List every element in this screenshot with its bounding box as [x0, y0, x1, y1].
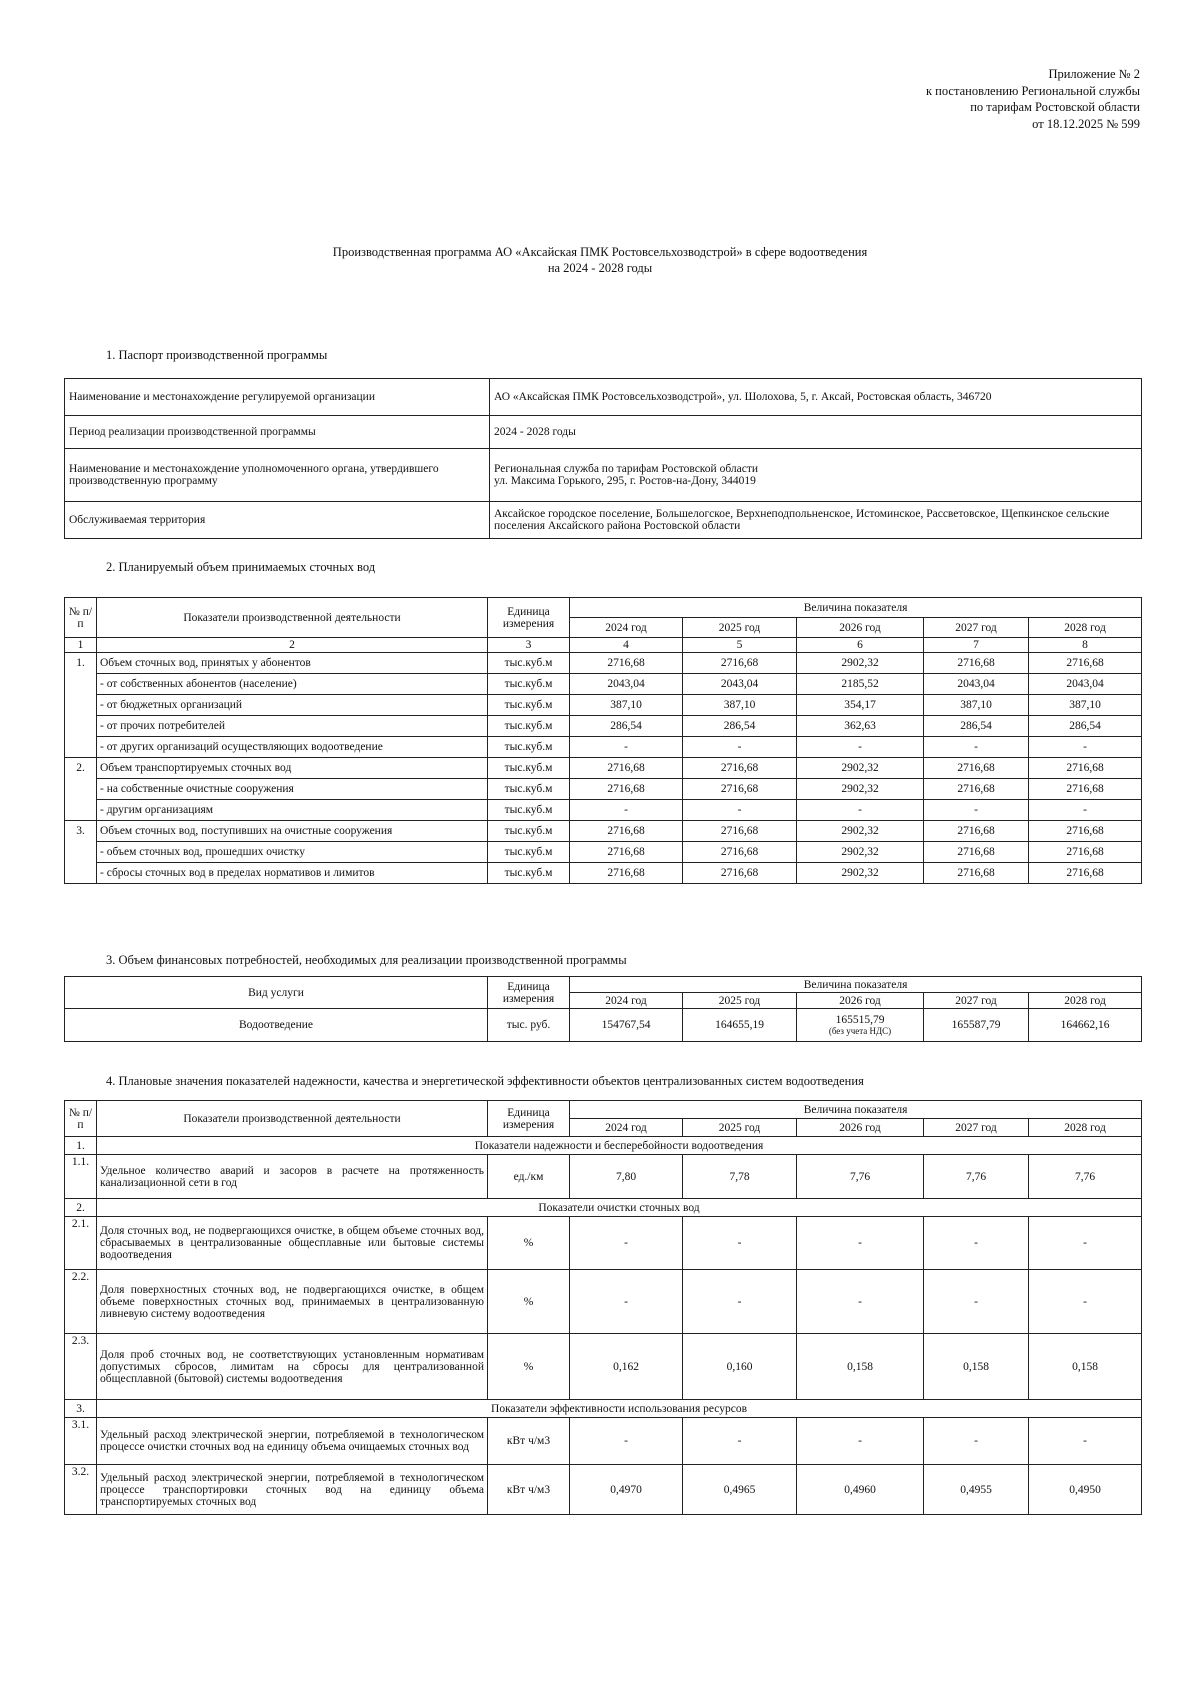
value-cell: - — [797, 800, 924, 821]
header-year: 2028 год — [1029, 993, 1142, 1009]
passport-table — [64, 378, 1142, 539]
value-cell: 2716,68 — [1029, 821, 1142, 842]
header-year: 2024 год — [570, 618, 683, 638]
table-row — [65, 800, 1142, 821]
indicator-name: - от собственных абонентов (население) — [97, 674, 488, 695]
value-cell: 2716,68 — [683, 821, 797, 842]
appendix-line: к постановлению Региональной службы — [925, 83, 1140, 98]
value-cell: - — [797, 1270, 924, 1334]
value-cell: - — [683, 1217, 797, 1270]
indicator-name: Объем сточных вод, поступивших на очистные сооружения — [97, 821, 488, 842]
table-row — [65, 1155, 1142, 1199]
row-number: 1. — [65, 653, 97, 674]
table-row — [65, 379, 1142, 416]
row-number — [65, 716, 97, 737]
value-cell: - — [924, 1217, 1029, 1270]
table-row — [65, 1217, 1142, 1270]
table-row — [65, 695, 1142, 716]
table-header-row — [65, 1101, 1142, 1119]
value-cell: 164662,16 — [1029, 1009, 1142, 1042]
value-cell: 2902,32 — [797, 779, 924, 800]
row-number: 3. — [65, 821, 97, 842]
appendix-line: по тарифам Ростовской области — [970, 100, 1140, 114]
table-row — [65, 716, 1142, 737]
row-number — [65, 674, 97, 695]
section-heading: 2. Планируемый объем принимаемых сточных вод — [106, 560, 376, 574]
group-number: 2. — [65, 1199, 97, 1217]
header-year: 2026 год — [797, 1119, 924, 1137]
indicator-name: Удельное количество аварий и засоров в расчете на протяженность канализационной сети в год — [97, 1155, 488, 1199]
group-row — [65, 1199, 1142, 1217]
table-row — [65, 1465, 1142, 1515]
section-heading: 1. Паспорт производственной программы — [106, 348, 328, 362]
table-row — [65, 863, 1142, 884]
group-row — [65, 1400, 1142, 1418]
value-cell — [797, 1009, 924, 1042]
vat-note: (без учета НДС) — [828, 1026, 892, 1036]
value-cell: 2716,68 — [924, 842, 1029, 863]
header-year: 2024 год — [570, 1119, 683, 1137]
unit-cell: % — [488, 1217, 570, 1270]
row-number: 3.2. — [65, 1465, 97, 1515]
value-cell: 0,162 — [570, 1334, 683, 1400]
value-cell: 286,54 — [924, 716, 1029, 737]
unit-cell: кВт ч/м3 — [488, 1418, 570, 1465]
header-value: Величина показателя — [570, 977, 1142, 993]
value-cell: 2716,68 — [570, 758, 683, 779]
value-cell: - — [570, 737, 683, 758]
value-cell: - — [797, 1418, 924, 1465]
section-heading: 3. Объем финансовых потребностей, необходимых для реализации производственной программы — [106, 953, 627, 967]
unit-cell: тыс.куб.м — [488, 863, 570, 884]
value-cell: 2902,32 — [797, 821, 924, 842]
value-cell: - — [924, 737, 1029, 758]
passport-value — [490, 449, 1142, 502]
indicator-name: - на собственные очистные сооружения — [97, 779, 488, 800]
header-indicator: Показатели производственной деятельности — [97, 1101, 488, 1137]
value-cell: 7,76 — [797, 1155, 924, 1199]
row-number — [65, 779, 97, 800]
value-cell: 286,54 — [683, 716, 797, 737]
column-number: 6 — [797, 638, 924, 653]
value-cell: 0,158 — [924, 1334, 1029, 1400]
indicator-name: - от других организаций осуществляющих водоотведение — [97, 737, 488, 758]
table-row — [65, 842, 1142, 863]
unit-cell: кВт ч/м3 — [488, 1465, 570, 1515]
unit-cell: тыс.куб.м — [488, 758, 570, 779]
value-cell: 0,4960 — [797, 1465, 924, 1515]
value-cell: 354,17 — [797, 695, 924, 716]
group-row — [65, 1137, 1142, 1155]
header-indicator: Показатели производственной деятельности — [97, 598, 488, 638]
value-cell: 286,54 — [570, 716, 683, 737]
value-cell: 2716,68 — [924, 758, 1029, 779]
value-cell: 2716,68 — [924, 653, 1029, 674]
passport-value: Аксайское городское поселение, Большелогское, Верхнеподпольненское, Истоминское, Рассветовское, Щепкинское сельские поселения Аксайского района Ростовской области — [490, 502, 1142, 539]
value-cell: 2716,68 — [683, 758, 797, 779]
value-cell: 2716,68 — [683, 842, 797, 863]
unit-cell: % — [488, 1334, 570, 1400]
unit-cell: % — [488, 1270, 570, 1334]
value-cell: - — [924, 1270, 1029, 1334]
table-row — [65, 1334, 1142, 1400]
appendix-header — [926, 66, 1140, 132]
indicator-name: Доля проб сточных вод, не соответствующих установленным нормативам допустимых сбросов, лимитам на сбросы для централизованной общесплавной (бытовой) системы водоотведения — [97, 1334, 488, 1400]
indicator-name: - другим организациям — [97, 800, 488, 821]
table-row — [65, 653, 1142, 674]
value-cell: 2185,52 — [797, 674, 924, 695]
table-row — [65, 737, 1142, 758]
passport-value-line: ул. Максима Горького, 295, г. Ростов-на-Дону, 344019 — [494, 475, 756, 487]
value-cell: 387,10 — [683, 695, 797, 716]
indicator-name: - объем сточных вод, прошедших очистку — [97, 842, 488, 863]
unit-cell: тыс.куб.м — [488, 821, 570, 842]
header-year: 2026 год — [797, 993, 924, 1009]
table-header-row — [65, 977, 1142, 993]
table-row — [65, 821, 1142, 842]
header-num: № п/п — [65, 598, 97, 638]
group-title: Показатели очистки сточных вод — [97, 1199, 1142, 1217]
row-number — [65, 863, 97, 884]
header-unit: Единица измерения — [488, 977, 570, 1009]
header-year: 2027 год — [924, 993, 1029, 1009]
group-number: 1. — [65, 1137, 97, 1155]
appendix-line: Приложение № 2 — [1048, 67, 1140, 81]
reliability-indicators-table — [64, 1100, 1142, 1515]
value-cell: 387,10 — [1029, 695, 1142, 716]
service-name: Водоотведение — [65, 1009, 488, 1042]
row-number — [65, 800, 97, 821]
passport-label: Обслуживаемая территория — [65, 502, 490, 539]
indicator-name: Удельный расход электрической энергии, потребляемой в технологическом процессе транспортировки сточных вод на единицу объема транспортируемых сточных вод — [97, 1465, 488, 1515]
table-header-row — [65, 598, 1142, 618]
value-cell: 2716,68 — [570, 863, 683, 884]
indicator-name: Объем транспортируемых сточных вод — [97, 758, 488, 779]
row-number: 3.1. — [65, 1418, 97, 1465]
unit-cell: тыс.куб.м — [488, 842, 570, 863]
value-cell: 2716,68 — [683, 779, 797, 800]
indicator-name: Удельный расход электрической энергии, потребляемой в технологическом процессе очистки сточных вод на единицу объема очищаемых сточных вод — [97, 1418, 488, 1465]
value-cell: 7,76 — [924, 1155, 1029, 1199]
header-unit: Единица измерения — [488, 598, 570, 638]
value-cell: 7,76 — [1029, 1155, 1142, 1199]
value-cell: 2043,04 — [683, 674, 797, 695]
indicator-name: - сбросы сточных вод в пределах нормативов и лимитов — [97, 863, 488, 884]
header-service: Вид услуги — [65, 977, 488, 1009]
value-cell: - — [570, 800, 683, 821]
value-cell: 0,158 — [797, 1334, 924, 1400]
row-number: 2. — [65, 758, 97, 779]
value-cell: 2716,68 — [570, 842, 683, 863]
value-cell: 2716,68 — [924, 863, 1029, 884]
value-cell: 286,54 — [1029, 716, 1142, 737]
passport-value: АО «Аксайская ПМК Ростовсельхозводстрой», ул. Шолохова, 5, г. Аксай, Ростовская область, 346720 — [490, 379, 1142, 416]
value-cell: - — [683, 800, 797, 821]
indicator-name: - от прочих потребителей — [97, 716, 488, 737]
row-number: 2.3. — [65, 1334, 97, 1400]
value-cell: - — [1029, 1270, 1142, 1334]
row-number: 2.2. — [65, 1270, 97, 1334]
header-year: 2026 год — [797, 618, 924, 638]
value-cell: 2902,32 — [797, 842, 924, 863]
value-cell: 2716,68 — [1029, 758, 1142, 779]
value-cell: 7,78 — [683, 1155, 797, 1199]
value-cell: 154767,54 — [570, 1009, 683, 1042]
column-number: 4 — [570, 638, 683, 653]
column-number: 7 — [924, 638, 1029, 653]
header-unit: Единица измерения — [488, 1101, 570, 1137]
passport-value: 2024 - 2028 годы — [490, 416, 1142, 449]
appendix-line: от 18.12.2025 № 599 — [1032, 116, 1140, 131]
table-row — [65, 1270, 1142, 1334]
value-cell: 2716,68 — [924, 821, 1029, 842]
value-cell: 2716,68 — [1029, 842, 1142, 863]
value-cell: 2902,32 — [797, 863, 924, 884]
passport-label: Период реализации производственной программы — [65, 416, 490, 449]
row-number: 1.1. — [65, 1155, 97, 1199]
value-cell: 2716,68 — [1029, 863, 1142, 884]
passport-label: Наименование и местонахождение уполномоченного органа, утвердившего производственную программу — [65, 449, 490, 502]
value-cell: 2716,68 — [683, 863, 797, 884]
header-year: 2025 год — [683, 1119, 797, 1137]
value-cell: 2043,04 — [1029, 674, 1142, 695]
header-year: 2027 год — [924, 1119, 1029, 1137]
unit-cell: тыс.куб.м — [488, 800, 570, 821]
header-value: Величина показателя — [570, 598, 1142, 618]
title-line: на 2024 - 2028 годы — [547, 261, 653, 275]
group-title: Показатели эффективности использования ресурсов — [97, 1400, 1142, 1418]
value-cell: - — [924, 800, 1029, 821]
value-cell: 362,63 — [797, 716, 924, 737]
unit-cell: тыс.куб.м — [488, 716, 570, 737]
value-cell: 0,4970 — [570, 1465, 683, 1515]
value-cell: - — [1029, 737, 1142, 758]
value-cell: - — [797, 737, 924, 758]
value-cell: - — [1029, 1217, 1142, 1270]
header-num: № п/п — [65, 1101, 97, 1137]
value-cell: - — [570, 1217, 683, 1270]
unit-cell: тыс.куб.м — [488, 653, 570, 674]
indicator-name: - от бюджетных организаций — [97, 695, 488, 716]
group-number: 3. — [65, 1400, 97, 1418]
column-number: 2 — [97, 638, 488, 653]
value-cell: - — [683, 1270, 797, 1334]
column-number: 3 — [488, 638, 570, 653]
value-cell: - — [797, 1217, 924, 1270]
value-cell: 2716,68 — [924, 779, 1029, 800]
financial-needs-table — [64, 976, 1142, 1042]
row-number: 2.1. — [65, 1217, 97, 1270]
value-cell: 0,4955 — [924, 1465, 1029, 1515]
header-year: 2027 год — [924, 618, 1029, 638]
header-year: 2028 год — [1029, 618, 1142, 638]
header-year: 2028 год — [1029, 1119, 1142, 1137]
unit-cell: тыс.куб.м — [488, 779, 570, 800]
value-cell: 2716,68 — [570, 653, 683, 674]
value-cell: - — [570, 1418, 683, 1465]
unit-cell: тыс.куб.м — [488, 674, 570, 695]
value-cell: - — [570, 1270, 683, 1334]
table-row — [65, 416, 1142, 449]
value-cell: 387,10 — [570, 695, 683, 716]
value-cell: 165587,79 — [924, 1009, 1029, 1042]
title-line: Производственная программа АО «Аксайская ПМК Ростовсельхозводстрой» в сфере водоотведения — [332, 245, 868, 259]
table-row — [65, 1418, 1142, 1465]
value-cell: 2716,68 — [1029, 779, 1142, 800]
table-row — [65, 1009, 1142, 1042]
unit-cell: тыс.куб.м — [488, 695, 570, 716]
value-cell: 2716,68 — [1029, 653, 1142, 674]
wastewater-volume-table — [64, 597, 1142, 884]
header-year: 2025 год — [683, 618, 797, 638]
value-cell: 0,4965 — [683, 1465, 797, 1515]
column-number-row — [65, 638, 1142, 653]
value-cell: 7,80 — [570, 1155, 683, 1199]
table-row — [65, 779, 1142, 800]
value-cell: - — [924, 1418, 1029, 1465]
value-cell: 2716,68 — [570, 821, 683, 842]
table-row — [65, 449, 1142, 502]
indicator-name: Объем сточных вод, принятых у абонентов — [97, 653, 488, 674]
service-unit: тыс. руб. — [488, 1009, 570, 1042]
table-row — [65, 502, 1142, 539]
unit-cell: ед./км — [488, 1155, 570, 1199]
group-title: Показатели надежности и бесперебойности водоотведения — [97, 1137, 1142, 1155]
table-row — [65, 674, 1142, 695]
unit-cell: тыс.куб.м — [488, 737, 570, 758]
passport-label: Наименование и местонахождение регулируемой организации — [65, 379, 490, 416]
row-number — [65, 695, 97, 716]
row-number — [65, 842, 97, 863]
indicator-name: Доля поверхностных сточных вод, не подвергающихся очистке, в общем объеме поверхностных сточных вод, принимаемых в централизованную ливневую систему водоотведения — [97, 1270, 488, 1334]
header-value: Величина показателя — [570, 1101, 1142, 1119]
header-year: 2025 год — [683, 993, 797, 1009]
value-cell: 2043,04 — [924, 674, 1029, 695]
value-cell: 387,10 — [924, 695, 1029, 716]
section-heading: 4. Плановые значения показателей надежности, качества и энергетической эффективности объектов централизованных систем водоотведения — [106, 1074, 864, 1088]
value-number: 165515,79 — [835, 1014, 885, 1026]
column-number: 5 — [683, 638, 797, 653]
header-year: 2024 год — [570, 993, 683, 1009]
value-cell: 2716,68 — [570, 779, 683, 800]
value-cell: 0,160 — [683, 1334, 797, 1400]
column-number: 8 — [1029, 638, 1142, 653]
column-number: 1 — [65, 638, 97, 653]
value-cell: - — [1029, 1418, 1142, 1465]
value-cell: - — [683, 1418, 797, 1465]
value-cell: 164655,19 — [683, 1009, 797, 1042]
value-cell: 0,4950 — [1029, 1465, 1142, 1515]
value-cell: 2043,04 — [570, 674, 683, 695]
value-cell: 0,158 — [1029, 1334, 1142, 1400]
value-cell: 2902,32 — [797, 758, 924, 779]
value-cell: 2716,68 — [683, 653, 797, 674]
value-cell: - — [683, 737, 797, 758]
indicator-name: Доля сточных вод, не подвергающихся очистке, в общем объеме сточных вод, сбрасываемых в централизованные общесплавные или бытовые системы водоотведения — [97, 1217, 488, 1270]
document-title — [0, 244, 1200, 276]
row-number — [65, 737, 97, 758]
value-cell: - — [1029, 800, 1142, 821]
table-row — [65, 758, 1142, 779]
value-cell: 2902,32 — [797, 653, 924, 674]
passport-value-line: Региональная служба по тарифам Ростовской области — [494, 463, 759, 475]
